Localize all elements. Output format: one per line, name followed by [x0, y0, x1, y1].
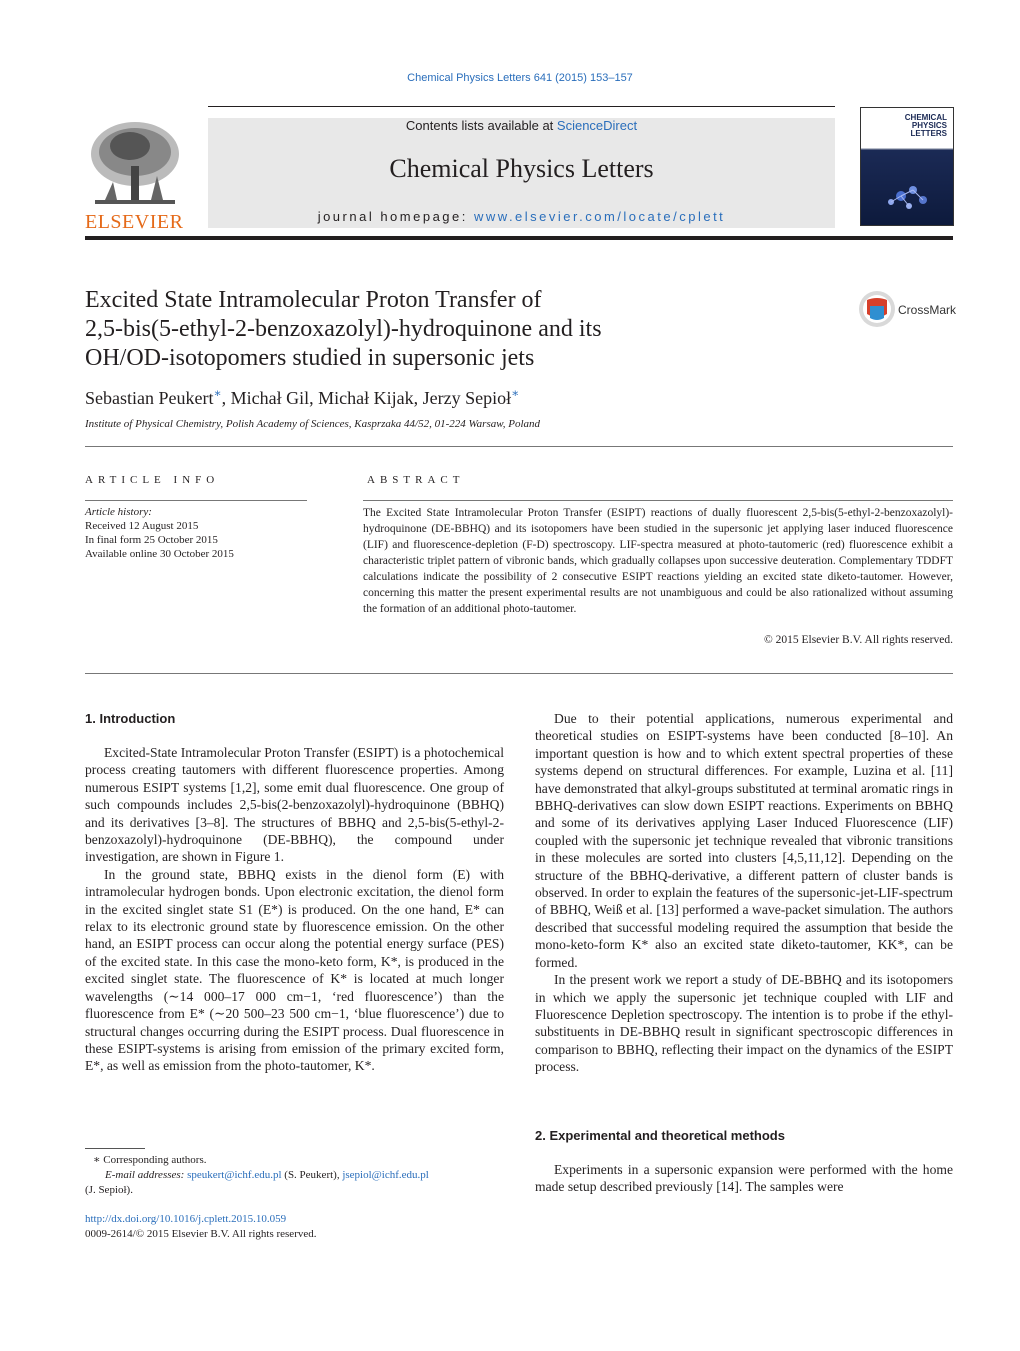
- elsevier-tree-icon: [85, 116, 185, 212]
- corresponding-star-2[interactable]: ∗: [511, 386, 520, 400]
- abstract-copyright: © 2015 Elsevier B.V. All rights reserved.: [764, 634, 953, 646]
- journal-citation[interactable]: Chemical Physics Letters 641 (2015) 153–157: [407, 72, 633, 84]
- email-link-peukert[interactable]: speukert@ichf.edu.pl: [187, 1169, 282, 1181]
- affiliation-rule: [85, 446, 953, 447]
- affiliation: Institute of Physical Chemistry, Polish Academy of Sciences, Kasprzaka 44/52, 01-224 Warsaw, Poland: [85, 418, 541, 430]
- crossmark-label: CrossMark: [898, 303, 957, 317]
- header-top-rule: [208, 106, 835, 107]
- article-info-heading: ARTICLE INFO: [85, 474, 220, 486]
- title-line-1: Excited State Intramolecular Proton Transfer of: [85, 287, 542, 313]
- intro-heading: 1. Introduction: [85, 711, 176, 726]
- corresponding-star-1[interactable]: ∗: [213, 386, 222, 400]
- crossmark-icon: [858, 290, 896, 328]
- methods-paragraph-1: Experiments in a supersonic expansion were performed with the home made setup described previously [14]. The samples were: [535, 1162, 953, 1195]
- title-line-3: OH/OD-isotopomers studied in supersonic jets: [85, 345, 535, 371]
- intro-paragraph-2: In the ground state, BBHQ exists in the dienol form (E) with intramolecular hydrogen bonds. Upon electronic excitation, the dienol form in the excited singlet state S1 (E*) is produced. On the one hand, E* can relax to its electronic ground state by fluorescence emission. On the other hand, an ESIPT process can occur along the potential energy surface (PES) of the excited state. In this case the mono-keto form, K*, is produced in the excited singlet state. The fluorescence of K* is located at much longer wavelengths (∼14 000–17 000 cm−1, ‘red fluorescence’) than the fluorescence from E* (∼20 500–23 500 cm−1, ‘blue fluorescence’) due to structural changes occurring during the ESIPT process. Dual fluorescence in these ESIPT-systems is arising from emission of the primary excited form, E*, as well as emission from the photo-tautomer, K*.: [85, 866, 504, 1074]
- doi-link[interactable]: http://dx.doi.org/10.1016/j.cplett.2015.10.059: [85, 1213, 287, 1225]
- right-paragraph-1: Due to their potential applications, numerous experimental and theoretical studies on ESIPT-systems have been conducted [8–10]. An important question is how and to which extent spectral properties of these systems depend on structural differences. For example, Luzina et al. [11] have demonstrated that alkyl-groups substituted at terminal aromatic rings in BBHQ-derivatives can slow down ESIPT reactions. Experiments on BBHQ and some of its derivatives applying Laser Induced Fluorescence (LIF) coupled with the supersonic jet technique revealed that vibronic transitions in these molecules are sorted into clusters [4,5,11,12]. Depending on the structure of the BBHQ-derivative, a different pattern of cluster bands is observed. In order to explain the features of the supersonic-jet-LIF-spectrum of BBHQ, Weiß et al. [13] performed a wave-packet simulation. The authors described that successful modeling required the assumption that beside the mono-keto-form K* also an excited state diketo-tautomer, KK*, can be formed.: [535, 711, 953, 970]
- history-received: Received 12 August 2015: [85, 520, 199, 532]
- right-column: [535, 710, 953, 1076]
- left-column: [85, 744, 504, 1075]
- article-title: [85, 286, 785, 373]
- header-bottom-rule: [85, 236, 953, 240]
- cover-line1: CHEMICAL: [904, 113, 947, 122]
- crossmark-badge[interactable]: [858, 290, 998, 330]
- author-others[interactable]: , Michał Gil, Michał Kijak, Jerzy Sepioł: [221, 388, 512, 408]
- issn-line: 0009-2614/© 2015 Elsevier B.V. All rights reserved.: [85, 1228, 317, 1240]
- homepage-link[interactable]: www.elsevier.com/locate/cplett: [474, 209, 726, 224]
- abstract-heading: ABSTRACT: [367, 474, 465, 486]
- journal-title: Chemical Physics Letters: [389, 154, 654, 183]
- elsevier-logo[interactable]: [85, 116, 185, 233]
- author-peukert[interactable]: Sebastian Peukert: [85, 388, 214, 408]
- journal-banner: [208, 118, 835, 228]
- doi-block: [85, 1212, 317, 1242]
- cover-molecule-graphic: [861, 108, 953, 225]
- right-paragraph-2: In the present work we report a study of DE-BBHQ and its isotopomers in which we apply the supersonic jet technique coupled with LIF and Fluorescence Depletion spectroscopy. The intention is to probe if the ethyl-substituents in DE-BBHQ result in significant spectroscopic differences in comparison to BBHQ, reflecting their impact on the dynamics of the ESIPT process.: [535, 972, 953, 1075]
- journal-cover[interactable]: [860, 107, 954, 226]
- elsevier-wordmark: ELSEVIER: [85, 211, 184, 233]
- email-label: E-mail addresses:: [105, 1169, 188, 1181]
- abstract-rule: [363, 500, 953, 501]
- author-list: [85, 386, 519, 409]
- footnotes: [85, 1153, 504, 1198]
- title-line-2: 2,5-bis(5-ethyl-2-benzoxazolyl)-hydroquinone and its: [85, 316, 602, 342]
- corresponding-note: ∗ Corresponding authors.: [93, 1154, 207, 1166]
- email-link-sepiol[interactable]: jsepiol@ichf.edu.pl: [342, 1169, 429, 1181]
- abstract-bottom-rule: [85, 673, 953, 674]
- email-note: [85, 1168, 504, 1183]
- footnote-rule: [85, 1148, 145, 1149]
- history-online: Available online 30 October 2015: [85, 548, 234, 560]
- homepage-prefix: journal homepage:: [317, 209, 474, 224]
- email-name-peukert: (S. Peukert),: [281, 1169, 343, 1181]
- email-name-sepiol: (J. Sepioł).: [85, 1184, 133, 1196]
- intro-paragraph-1: Excited-State Intramolecular Proton Transfer (ESIPT) is a photochemical process creating tautomers with different fluorescence properties. Among numerous ESIPT systems [1,2], some emit dual fluorescence. One group of such compounds includes 2,5-bis(2-benzoxazolyl)-hydroquinone (BBHQ) and its derivatives [3–8]. The structures of BBHQ and 2,5-bis(5-ethyl-2-benzoxazolyl)-hydroquinone (DE-BBHQ), the compound under investigation, are shown in Figure 1.: [85, 745, 504, 865]
- methods-heading: 2. Experimental and theoretical methods: [535, 1128, 785, 1143]
- contents-prefix: Contents lists available at: [405, 118, 557, 133]
- article-info-rule: [85, 500, 307, 501]
- journal-homepage: [208, 209, 835, 224]
- history-label: Article history:: [85, 506, 152, 518]
- abstract-text: The Excited State Intramolecular Proton Transfer (ESIPT) reactions of dually fluorescent 2,5-bis(5-ethyl-2-benzoxazolyl)-hydroquinone (DE-BBHQ) and its isotopomers have been studied in the supersonic jet applying laser induced fluorescence (LIF) and fluorescence-depletion (F-D) spectroscopy. LIF-spectra measured at photo-tautomeric (red) fluorescence exhibit a characteristic triplet pattern of vibronic bands, which gradually collapses upon successive deuteration. Complementary TDDFT calculations indicate the possibility of 2 consecutive ESIPT reactions yielding an excited state diketo-tautomer. However, concerning this matter the present experimental results are not unambiguous and could be also rationalized without assuming the formation of an additional photo-tautomer.: [363, 507, 953, 615]
- cover-line2: PHYSICS: [911, 121, 947, 130]
- methods-column: [535, 1161, 953, 1196]
- contents-line: [208, 118, 835, 133]
- cover-line3: LETTERS: [910, 129, 947, 138]
- article-history: [85, 505, 234, 561]
- sciencedirect-link[interactable]: ScienceDirect: [556, 118, 638, 133]
- history-final: In final form 25 October 2015: [85, 534, 218, 546]
